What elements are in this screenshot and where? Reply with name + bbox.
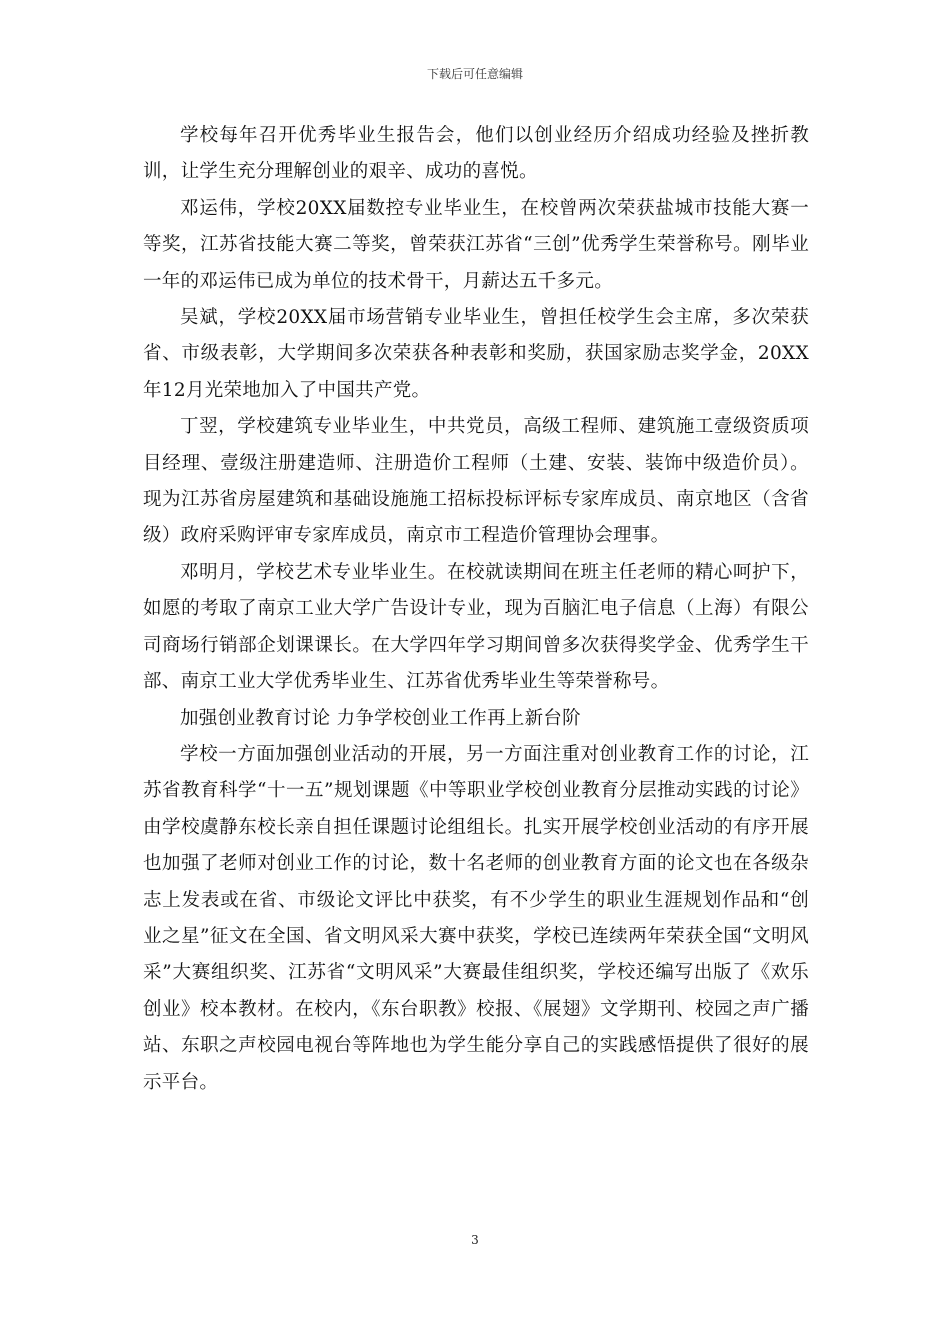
paragraph-deng-mingyue: 邓明月，学校艺术专业毕业生。在校就读期间在班主任老师的精心呵护下，如愿的考取了南京工业大学广告设计专业，现为百脑汇电子信息（上海）有限公司商场行销部企划课课长。在大学四年学习期间曾多次获得奖学金、优秀学生干部、南京工业大学优秀毕业生、江苏省优秀毕业生等荣誉称号。	[143, 561, 809, 693]
section-heading: 加强创业教育讨论 力争学校创业工作再上新台阶	[180, 707, 581, 729]
paragraph-wu-bin: 吴斌，学校20XX届市场营销专业毕业生，曾担任校学生会主席，多次荣获省、市级表彰，大学期间多次荣获各种表彰和奖励，获国家励志奖学金，20XX年12月光荣地加入了中国共产党。	[143, 307, 809, 401]
page-number: 3	[471, 1233, 479, 1247]
paragraph-deng-yunwei: 邓运伟，学校20XX届数控专业毕业生，在校曾两次荣获盐城市技能大赛一等奖，江苏省技能大赛二等奖，曾荣获江苏省“三创”优秀学生荣誉称号。刚毕业一年的邓运伟已成为单位的技术骨干，月薪达五千多元。	[143, 197, 809, 292]
document-body	[143, 118, 809, 1101]
paragraph-entrepreneurship-research: 学校一方面加强创业活动的开展，另一方面注重对创业教育工作的讨论，江苏省教育科学“十一五”规划课题《中等职业学校创业教育分层推动实践的讨论》由学校虞静东校长亲自担任课题讨论组组长。扎实开展学校创业活动的有序开展也加强了老师对创业工作的讨论，数十名老师的创业教育方面的论文也在各级杂志上发表或在省、市级论文评比中获奖，有不少学生的职业生涯规划作品和“创业之星”征文在全国、省文明风采大赛中获奖，学校已连续两年荣获全国“文明风采”大赛组织奖、江苏省“文明风采”大赛最佳组织奖，学校还编写出版了《欢乐创业》校本教材。在校内，《东台职教》校报、《展翅》文学期刊、校园之声广播站、东职之声校园电视台等阵地也为学生能分享自己的实践感悟提供了很好的展示平台。	[143, 743, 809, 1093]
paragraph-ding-yi: 丁翌，学校建筑专业毕业生，中共党员，高级工程师、建筑施工壹级资质项目经理、壹级注册建造师、注册造价工程师（土建、安装、装饰中级造价员）。现为江苏省房屋建筑和基础设施施工招标投标评标专家库成员、南京地区（含省级）政府采购评审专家库成员，南京市工程造价管理协会理事。	[143, 416, 809, 547]
paragraph-graduate-reports: 学校每年召开优秀毕业生报告会，他们以创业经历介绍成功经验及挫折教训，让学生充分理解创业的艰辛、成功的喜悦。	[143, 125, 809, 183]
page-header: 下载后可任意编辑	[426, 67, 523, 81]
